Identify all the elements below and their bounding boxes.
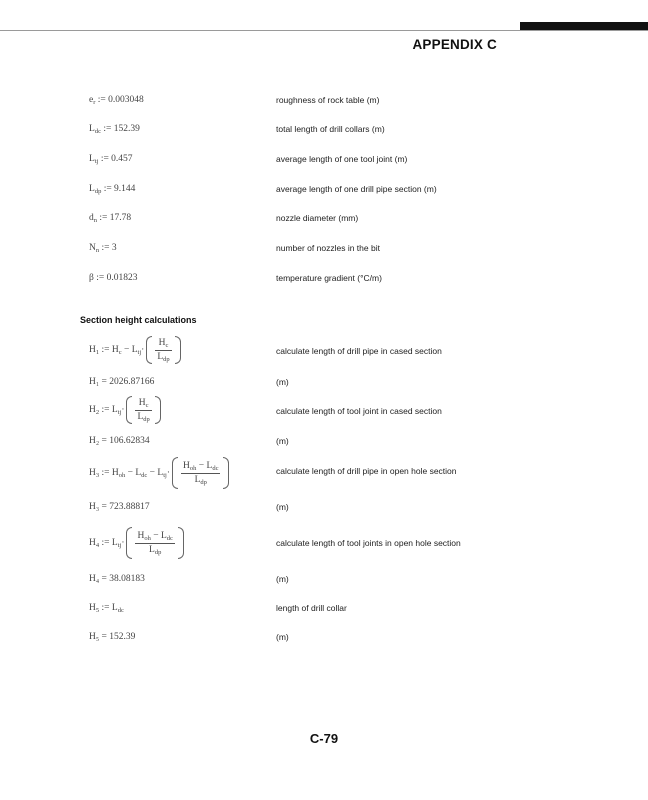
appendix-label: APPENDIX C <box>412 37 497 52</box>
equation-h3: $H_3$ := $H_{oh} - L_{dc} - L_{tj}\cdot$ $\frac{H_{oh} - L_{dc}}{L_{dp}}$ <box>89 457 229 489</box>
equation-h2-desc: calculate length of tool joint in cased section <box>276 406 442 416</box>
var-er-desc: roughness of rock table (m) <box>276 95 380 105</box>
equation-h4-desc: calculate length of tool joints in open hole section <box>276 538 461 548</box>
equation-h5-desc: length of drill collar <box>276 603 347 613</box>
equation-h1-desc: calculate length of drill pipe in cased section <box>276 346 442 356</box>
section-heading: Section height calculations <box>80 315 197 325</box>
equation-h3-desc: calculate length of drill pipe in open hole section <box>276 466 457 476</box>
page-number: C-79 <box>309 731 339 746</box>
header-rule <box>0 30 648 31</box>
equation-h2: $H_2$ := $L_{tj}\cdot$ $\frac{H_c}{L_{dp}}$ <box>89 396 161 424</box>
var-dn-math: $d_n$ := 17.78 <box>89 213 132 224</box>
var-beta-desc: temperature gradient (°C/m) <box>276 273 382 283</box>
var-nn-desc: number of nozzles in the bit <box>276 243 380 253</box>
result-h3: H₃ = 723.88817 <box>89 502 150 512</box>
result-h3-unit: (m) <box>276 502 289 512</box>
result-h4: H₄ = 38.08183 <box>89 574 145 584</box>
var-ltj-math: $L_{tj}$ := 0.457 <box>89 154 133 165</box>
var-ldp-math: $L_{dp}$ := 9.144 <box>89 184 136 195</box>
equation-h5: $H_5$ := $L_{dc}$ <box>89 603 124 614</box>
var-ldc-desc: total length of drill collars (m) <box>276 124 385 134</box>
result-h4-unit: (m) <box>276 574 289 584</box>
result-h2-unit: (m) <box>276 436 289 446</box>
result-h2: H₂ = 106.62834 <box>89 436 150 446</box>
var-ldp-desc: average length of one drill pipe section (m) <box>276 184 437 194</box>
var-ldc-math: $L_{dc}$ := 152.39 <box>89 124 140 135</box>
equation-h4: $H_4$ := $L_{tj}\cdot$ $\frac{H_{oh} - L_{dc}}{L_{dp}}$ <box>89 527 184 559</box>
result-h5-unit: (m) <box>276 632 289 642</box>
result-h5: H₅ = 152.39 <box>89 632 136 642</box>
equation-h1: $H_1$ := $H_c - L_{tj}\cdot$ $\frac{H_c}{L_{dp}}$ <box>89 336 181 364</box>
result-h1-unit: (m) <box>276 377 289 387</box>
var-nn-math: $N_n$ := 3 <box>89 243 117 254</box>
var-er-math: $e_r$ := 0.003048 <box>89 95 144 106</box>
var-beta-math: β := 0.01823 <box>89 273 138 283</box>
var-ltj-desc: average length of one tool joint (m) <box>276 154 408 164</box>
result-h1: H₁ = 2026.87166 <box>89 377 155 387</box>
var-dn-desc: nozzle diameter (mm) <box>276 213 359 223</box>
